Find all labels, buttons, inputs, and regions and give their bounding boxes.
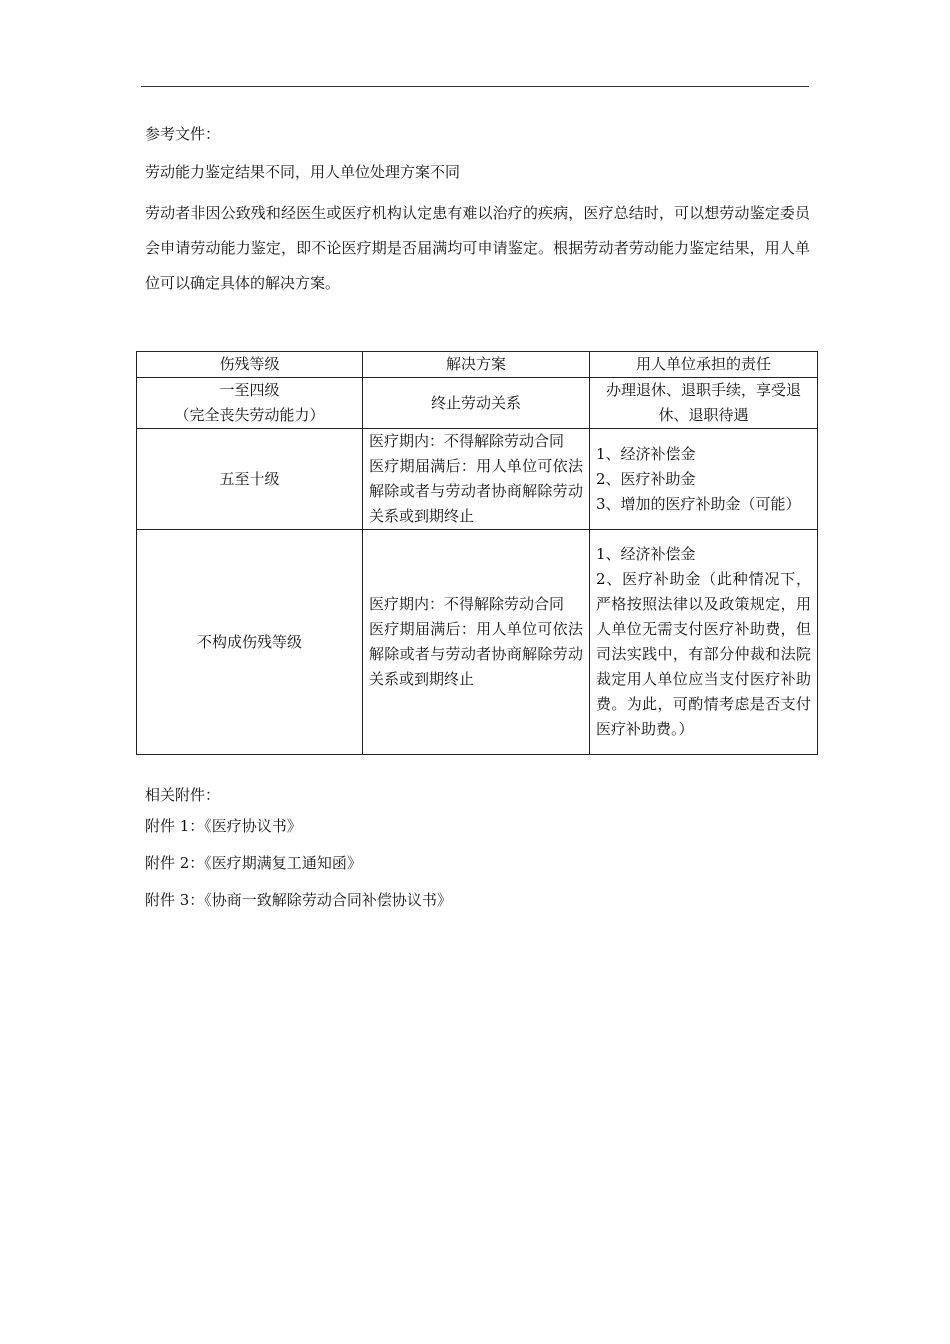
attachment-item-2: 附件 2：《医疗期满复工通知函》 (145, 854, 362, 872)
responsibility-table (136, 351, 818, 755)
grade-line: 五至十级 (219, 469, 280, 488)
grade-cell (137, 429, 363, 530)
responsibility-line: 1、经济补偿金 (596, 545, 696, 563)
grade-line: 不构成伤残等级 (196, 632, 302, 651)
grade-line: 一至四级 (219, 381, 280, 399)
responsibility-line: 办理退休、退职手续，享受退休、退职待遇 (605, 381, 801, 424)
responsibility-cell (590, 429, 818, 530)
solution-line: 医疗期内：不得解除劳动合同 (369, 595, 565, 613)
header-rule (141, 86, 809, 87)
responsibility-line: 3、增加的医疗补助金（可能） (596, 494, 801, 513)
table-row (137, 429, 818, 530)
solution-line: 医疗期内：不得解除劳动合同 (369, 432, 565, 450)
table-row (137, 378, 818, 429)
solution-line: 终止劳动关系 (430, 393, 521, 412)
grade-line: （完全丧失劳动能力） (174, 406, 325, 424)
solution-cell (363, 378, 590, 429)
solution-cell (363, 429, 590, 530)
responsibility-cell (590, 378, 818, 429)
responsibility-line: 2、医疗补助金 (596, 469, 696, 488)
responsibility-line: 2、医疗补助金（此种情况下，严格按照法律以及政策规定，用人单位无需支付医疗补助费，但司法实践中，有部分仲裁和法院裁定用人单位应当支付医疗补助费。为此，可酌情考虑是否支付医疗补助费。） (596, 570, 811, 738)
grade-cell (137, 378, 363, 429)
attachment-item-3: 附件 3：《协商一致解除劳动合同补偿协议书》 (145, 891, 452, 909)
grade-cell (137, 530, 363, 755)
body-paragraph: 劳动者非因公致残和经医生或医疗机构认定患有难以治疗的疾病，医疗总结时，可以想劳动鉴定委员会申请劳动能力鉴定，即不论医疗期是否届满均可申请鉴定。根据劳动者劳动能力鉴定结果，用人单位可以确定具体的解决方案。 (145, 204, 810, 292)
header-employer-responsibility: 用人单位承担的责任 (590, 352, 818, 378)
solution-cell (363, 530, 590, 755)
responsibility-cell (590, 530, 818, 755)
solution-line: 医疗期届满后：用人单位可依法解除或者与劳动者协商解除劳动关系或到期终止 (369, 620, 583, 688)
header-solution: 解决方案 (363, 352, 590, 378)
solution-line: 医疗期届满后：用人单位可依法解除或者与劳动者协商解除劳动关系或到期终止 (369, 457, 583, 525)
table-header-row (137, 352, 818, 378)
attachments-title: 相关附件： (145, 786, 221, 804)
attachment-item-1: 附件 1：《医疗协议书》 (145, 817, 302, 835)
reference-label: 参考文件： (145, 125, 221, 143)
table-row (137, 530, 818, 755)
responsibility-line: 1、经济补偿金 (596, 444, 696, 463)
section-subtitle: 劳动能力鉴定结果不同，用人单位处理方案不同 (145, 163, 461, 181)
header-disability-grade: 伤残等级 (137, 352, 363, 378)
